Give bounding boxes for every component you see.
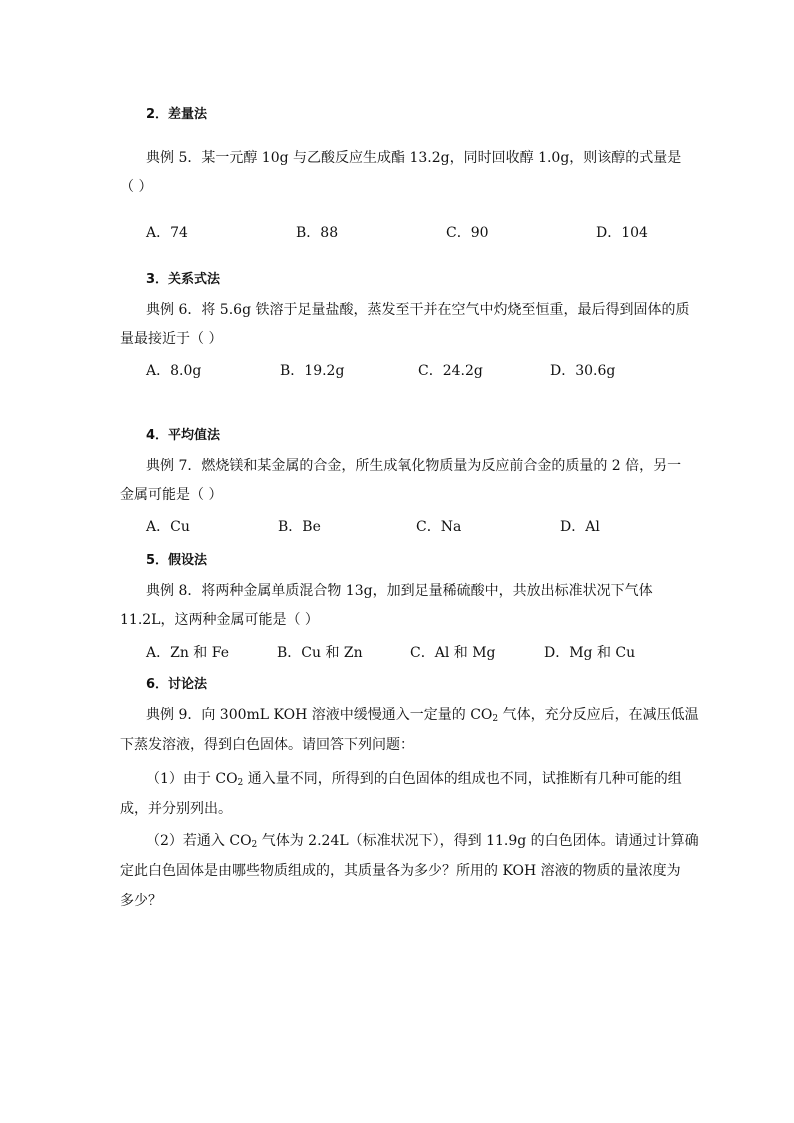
example-9-line-2: 下蒸发溶液，得到白色固体。请回答下列问题： <box>120 737 414 753</box>
example-7-option-b: B．Be <box>278 519 321 535</box>
example-7-line-1: 典例 7．燃烧镁和某金属的合金，所生成氧化物质量为反应前合金的质量的 2 倍，另一 <box>146 458 682 474</box>
example-6-option-b: B．19.2g <box>280 363 345 379</box>
example-6-line-1: 典例 6．将 5.6g 铁溶于足量盐酸，蒸发至干并在空气中灼烧至恒重，最后得到固体的质 <box>146 302 690 318</box>
subquestion-1-line-2: 成，并分别列出。 <box>120 801 232 817</box>
example-5-line-1: 典例 5．某一元醇 10g 与乙酸反应生成酯 13.2g，同时回收醇 1.0g，则该醇的式量是 <box>146 150 682 166</box>
example-7-line-2: 金属可能是（ ） <box>120 487 223 503</box>
example-8-option-d: D．Mg 和 Cu <box>544 645 636 661</box>
example-5-option-a: A．74 <box>146 225 188 241</box>
example-5-line-2: （ ） <box>120 179 153 195</box>
example-9-line-1-subscript: 2 <box>492 714 499 724</box>
example-7-option-d: D．Al <box>560 519 600 535</box>
example-7-option-a: A．Cu <box>146 519 190 535</box>
example-8-line-2: 11.2L，这两种金属可能是（ ） <box>120 612 319 628</box>
example-9-line-1-part-a: 典例 9．向 300mL KOH 溶液中缓慢通入一定量的 CO <box>146 707 493 723</box>
section-heading-relation-method: 3．关系式法 <box>146 272 221 287</box>
subquestion-1-subscript: 2 <box>237 778 244 788</box>
subquestion-2-line-3: 多少？ <box>120 893 162 909</box>
section-heading-assumption-method: 5．假设法 <box>146 553 208 568</box>
example-6-line-2: 量最接近于（ ） <box>120 331 223 347</box>
example-8-line-1: 典例 8．将两种金属单质混合物 13g，加到足量稀硫酸中，共放出标准状况下气体 <box>146 583 653 599</box>
section-heading-discussion-method: 6．讨论法 <box>146 677 208 692</box>
subquestion-1-part-b: 通入量不同，所得到的白色固体的组成也不同，试推断有几种可能的组 <box>243 771 682 787</box>
example-6-option-c: C．24.2g <box>418 363 483 379</box>
example-8-option-a: A．Zn 和 Fe <box>146 645 229 661</box>
example-6-option-a: A．8.0g <box>146 363 202 379</box>
subquestion-2-part-b: 气体为 2.24L（标准状况下），得到 11.9g 的白色团体。请通过计算确 <box>257 833 699 849</box>
example-5-option-c: C．90 <box>446 225 489 241</box>
subquestion-2-line-1 <box>146 832 699 850</box>
example-7-option-c: C．Na <box>416 519 462 535</box>
example-8-option-c: C．Al 和 Mg <box>410 645 496 661</box>
subquestion-1-line-1 <box>146 770 682 788</box>
example-5-option-d: D．104 <box>596 225 648 241</box>
example-9-line-1 <box>146 706 699 724</box>
example-5-option-b: B．88 <box>296 225 339 241</box>
subquestion-2-subscript: 2 <box>251 840 258 850</box>
subquestion-2-line-2: 定此白色固体是由哪些物质组成的，其质量各为多少？所用的 KOH 溶液的物质的量浓度为 <box>120 863 681 879</box>
subquestion-1-part-a: （1）由于 CO <box>146 771 238 787</box>
example-8-option-b: B．Cu 和 Zn <box>277 645 363 661</box>
section-heading-difference-method: 2．差量法 <box>146 107 208 122</box>
section-heading-average-method: 4．平均值法 <box>146 428 221 443</box>
example-9-line-1-part-b: 气体，充分反应后，在减压低温 <box>498 707 699 723</box>
example-6-option-d: D．30.6g <box>550 363 616 379</box>
subquestion-2-part-a: （2）若通入 CO <box>146 833 252 849</box>
